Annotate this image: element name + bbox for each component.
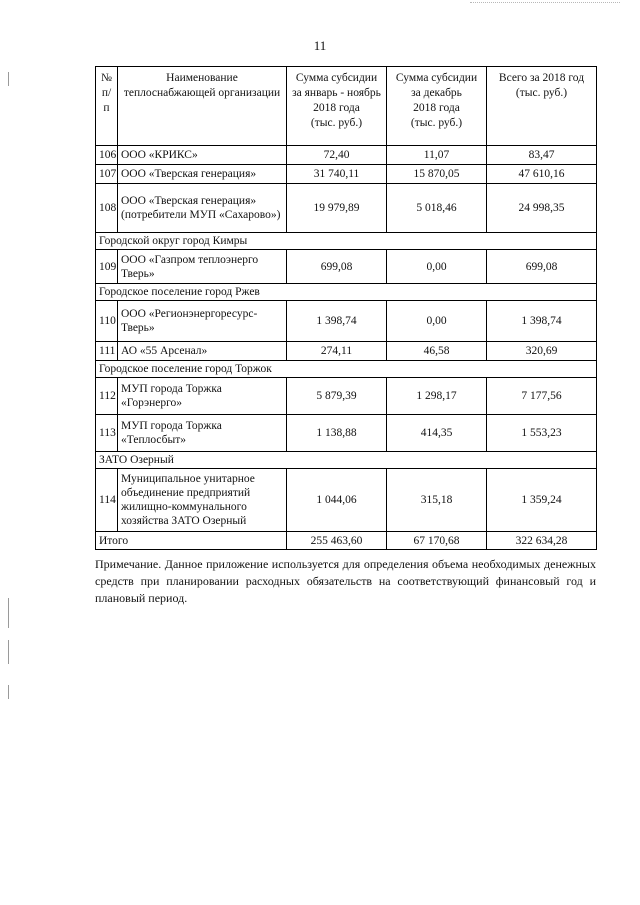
dec-value: 414,35	[387, 415, 487, 452]
org-name: ООО «КРИКС»	[118, 146, 287, 165]
subsidy-table	[95, 66, 597, 550]
jan-nov-value: 1 398,74	[287, 301, 387, 342]
row-number: 114	[96, 469, 118, 532]
total-label: Итого	[96, 532, 287, 550]
dec-value: 0,00	[387, 250, 487, 284]
note-paragraph: Примечание. Данное приложение используется для определения объема необходимых денежных средств при планировании расходных обязательств на соответствующий финансовый год и плановый период.	[95, 557, 596, 605]
total-value: 699,08	[487, 250, 597, 284]
region-row	[96, 452, 597, 469]
org-name: ООО «Тверская генерация» (потребители МУП «Сахарово»)	[118, 184, 287, 233]
scan-artifact-left	[8, 640, 9, 664]
table-row	[96, 250, 597, 284]
row-number: 107	[96, 165, 118, 184]
page-number: 11	[313, 38, 327, 53]
region-name: ЗАТО Озерный	[96, 452, 597, 469]
jan-nov-value: 1 044,06	[287, 469, 387, 532]
header-total-label: Всего за 2018 год (тыс. руб.)	[498, 72, 585, 99]
header-dec	[387, 67, 487, 146]
total-dec: 67 170,68	[387, 532, 487, 550]
table-row	[96, 378, 597, 415]
region-name: Городской округ город Кимры	[96, 233, 597, 250]
header-total	[487, 67, 597, 146]
jan-nov-value: 1 138,88	[287, 415, 387, 452]
region-row	[96, 284, 597, 301]
total-value: 7 177,56	[487, 378, 597, 415]
org-name: МУП города Торжка «Теплосбыт»	[118, 415, 287, 452]
total-value: 1 553,23	[487, 415, 597, 452]
total-value: 47 610,16	[487, 165, 597, 184]
table-row	[96, 469, 597, 532]
table-row	[96, 342, 597, 361]
dec-value: 1 298,17	[387, 378, 487, 415]
dec-value: 315,18	[387, 469, 487, 532]
scan-artifact-left	[8, 72, 9, 86]
row-number: 111	[96, 342, 118, 361]
total-row	[96, 532, 597, 550]
header-org-label: Наименование теплоснабжающей организации	[123, 72, 281, 99]
dec-value: 5 018,46	[387, 184, 487, 233]
region-row	[96, 233, 597, 250]
org-name: ООО «Газпром теплоэнерго Тверь»	[118, 250, 287, 284]
table-row	[96, 165, 597, 184]
dec-value: 11,07	[387, 146, 487, 165]
scan-artifact-top	[470, 2, 620, 4]
row-number: 110	[96, 301, 118, 342]
table-row	[96, 301, 597, 342]
table-row	[96, 184, 597, 233]
header-jan-nov-label: Сумма субсидии за январь - ноябрь 2018 года (тыс. руб.)	[292, 72, 381, 129]
dec-value: 46,58	[387, 342, 487, 361]
table-row	[96, 415, 597, 452]
scan-artifact-left	[8, 685, 9, 699]
jan-nov-value: 5 879,39	[287, 378, 387, 415]
total-year: 322 634,28	[487, 532, 597, 550]
jan-nov-value: 31 740,11	[287, 165, 387, 184]
dec-value: 15 870,05	[387, 165, 487, 184]
total-value: 1 359,24	[487, 469, 597, 532]
org-name: АО «55 Арсенал»	[118, 342, 287, 361]
header-org	[118, 67, 287, 146]
total-value: 320,69	[487, 342, 597, 361]
org-name: ООО «Тверская генерация»	[118, 165, 287, 184]
org-name: Муниципальное унитарное объединение предприятий жилищно-коммунального хозяйства ЗАТО Озерный	[118, 469, 287, 532]
org-name: ООО «Регионэнергоресурс- Тверь»	[118, 301, 287, 342]
region-row	[96, 361, 597, 378]
region-name: Городское поселение город Ржев	[96, 284, 597, 301]
header-num-label: № п/п	[101, 72, 112, 114]
total-jan-nov: 255 463,60	[287, 532, 387, 550]
jan-nov-value: 72,40	[287, 146, 387, 165]
row-number: 108	[96, 184, 118, 233]
header-num	[96, 67, 118, 146]
dec-value: 0,00	[387, 301, 487, 342]
row-number: 106	[96, 146, 118, 165]
header-dec-label: Сумма субсидии за декабрь 2018 года (тыс. руб.)	[395, 72, 478, 129]
row-number: 113	[96, 415, 118, 452]
org-name: МУП города Торжка «Горэнерго»	[118, 378, 287, 415]
jan-nov-value: 699,08	[287, 250, 387, 284]
jan-nov-value: 19 979,89	[287, 184, 387, 233]
row-number: 109	[96, 250, 118, 284]
table-row	[96, 146, 597, 165]
scan-artifact-left	[8, 598, 9, 628]
header-jan-nov	[287, 67, 387, 146]
table-header-row	[96, 67, 597, 146]
total-value: 83,47	[487, 146, 597, 165]
total-value: 1 398,74	[487, 301, 597, 342]
jan-nov-value: 274,11	[287, 342, 387, 361]
total-value: 24 998,35	[487, 184, 597, 233]
region-name: Городское поселение город Торжок	[96, 361, 597, 378]
row-number: 112	[96, 378, 118, 415]
